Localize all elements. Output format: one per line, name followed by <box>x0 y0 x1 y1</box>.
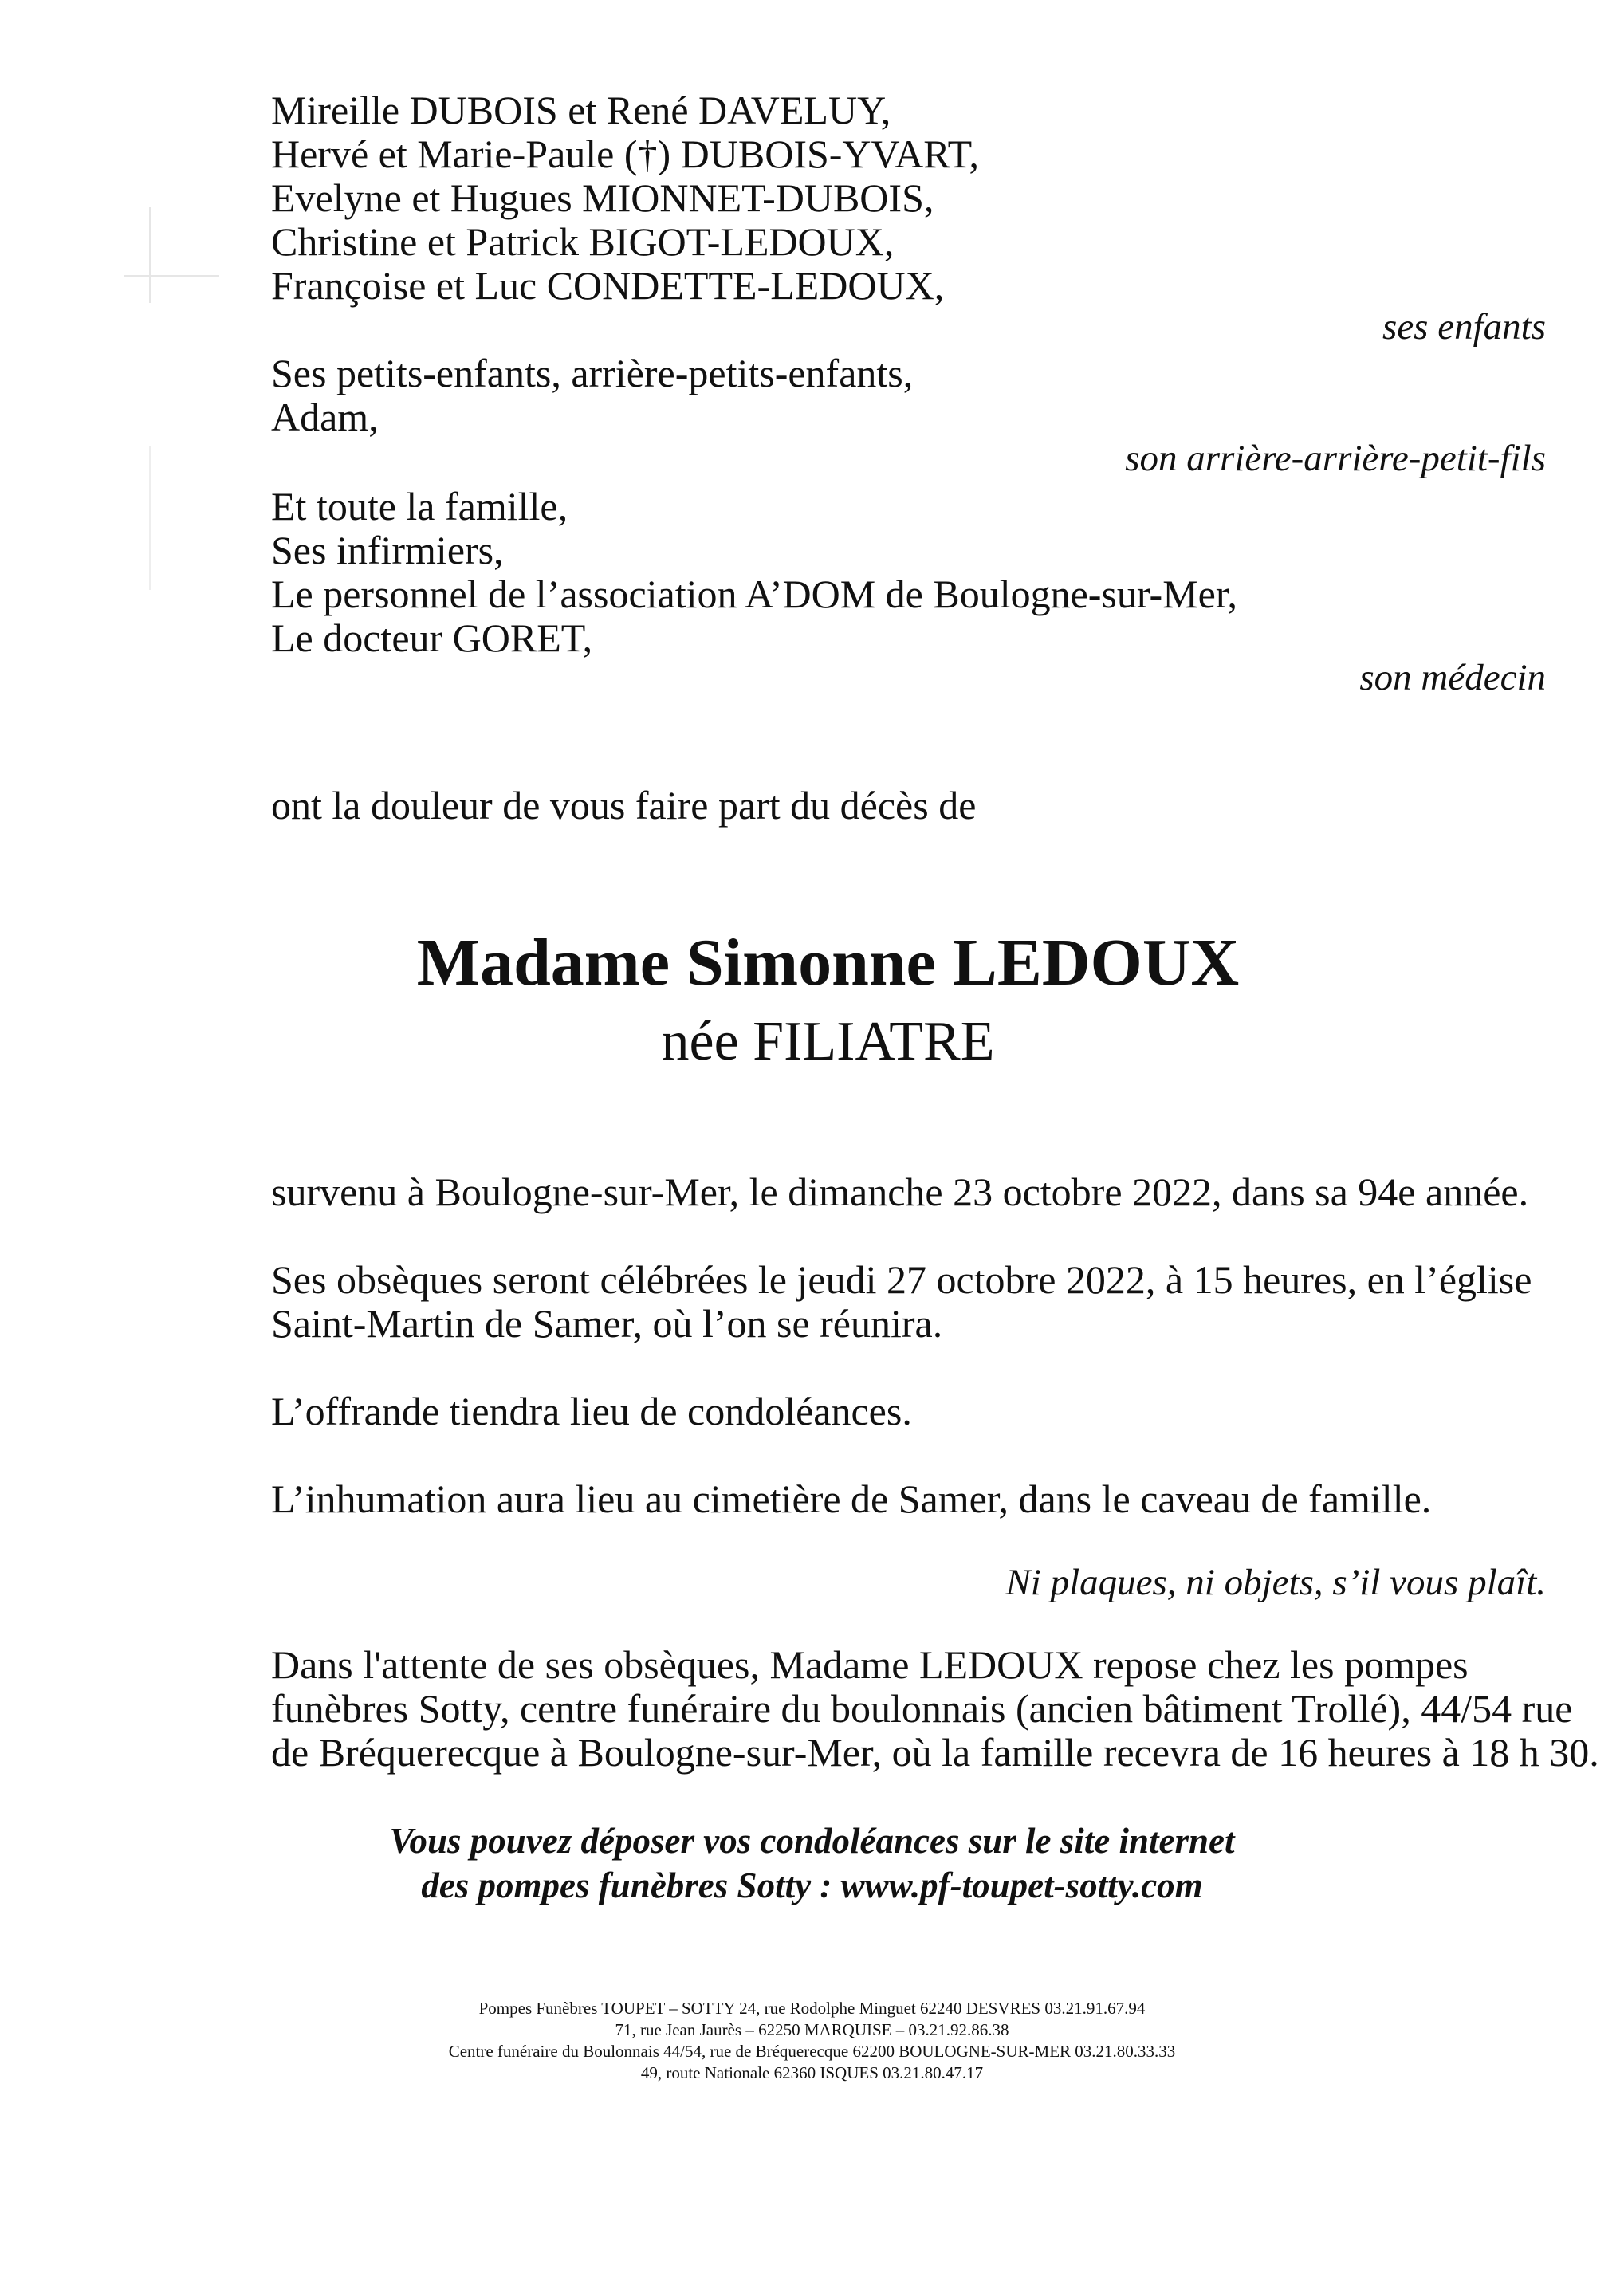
footer-line-3: Centre funéraire du Boulonnais 44/54, rue de Bréquerecque 62200 BOULOGNE-SUR-MER 03.21.80.33.33 <box>448 2042 1176 2061</box>
family-child-line-1: Mireille DUBOIS et René DAVELUY, <box>271 88 891 132</box>
great-great-grandson-role: son arrière-arrière-petit-fils <box>1125 438 1546 479</box>
grandchildren-line-1: Ses petits-enfants, arrière-petits-enfants, <box>271 351 914 395</box>
condolences-line-2: des pompes funèbres Sotty : www.pf-toupet-sotty.com <box>421 1866 1203 1905</box>
burial-text: L’inhumation aura lieu au cimetière de Samer, dans le caveau de famille. <box>271 1476 1432 1521</box>
no-plaques-text: Ni plaques, ni objets, s’il vous plaît. <box>1005 1562 1546 1603</box>
family-child-line-3: Evelyne et Hugues MIONNET-DUBOIS, <box>271 175 934 220</box>
doctor-role: son médecin <box>1359 657 1546 698</box>
others-line-3: Le personnel de l’association A’DOM de Boulogne-sur-Mer, <box>271 572 1237 616</box>
scan-mark-vertical <box>149 207 151 303</box>
others-line-1: Et toute la famille, <box>271 484 568 529</box>
scan-mark-horizontal <box>124 275 219 277</box>
footer-line-1: Pompes Funèbres TOUPET – SOTTY 24, rue Rodolphe Minguet 62240 DESVRES 03.21.91.67.94 <box>478 1999 1146 2018</box>
death-details: survenu à Boulogne-sur-Mer, le dimanche 23 octobre 2022, dans sa 94e année. <box>271 1170 1529 1214</box>
repose-line-1: Dans l'attente de ses obsèques, Madame LEDOUX repose chez les pompes <box>271 1642 1469 1687</box>
deceased-name: Madame Simonne LEDOUX <box>416 926 1240 1000</box>
condolences-line-1: Vous pouvez déposer vos condoléances sur le site internet <box>389 1821 1235 1861</box>
others-line-4: Le docteur GORET, <box>271 615 593 660</box>
grandchildren-line-2: Adam, <box>271 395 379 439</box>
family-child-line-4: Christine et Patrick BIGOT-LEDOUX, <box>271 219 895 264</box>
others-line-2: Ses infirmiers, <box>271 528 504 572</box>
funeral-line-2: Saint-Martin de Samer, où l’on se réunira. <box>271 1301 943 1346</box>
family-child-line-2: Hervé et Marie-Paule (†) DUBOIS-YVART, <box>271 132 979 176</box>
funeral-line-1: Ses obsèques seront célébrées le jeudi 27 octobre 2022, à 15 heures, en l’église <box>271 1257 1532 1302</box>
announcement-text: ont la douleur de vous faire part du décès de <box>271 783 977 828</box>
repose-line-2: funèbres Sotty, centre funéraire du boulonnais (ancien bâtiment Trollé), 44/54 rue <box>271 1686 1573 1731</box>
deceased-maiden-name: née FILIATRE <box>661 1011 995 1072</box>
scan-mark-vertical-lower <box>149 446 151 590</box>
children-role: ses enfants <box>1382 306 1546 348</box>
footer-line-2: 71, rue Jean Jaurès – 62250 MARQUISE – 03.21.92.86.38 <box>615 2020 1009 2039</box>
family-child-line-5: Françoise et Luc CONDETTE-LEDOUX, <box>271 263 945 308</box>
footer-line-4: 49, route Nationale 62360 ISQUES 03.21.80.47.17 <box>640 2063 984 2082</box>
offering-text: L’offrande tiendra lieu de condoléances. <box>271 1389 912 1433</box>
repose-line-3: de Bréquerecque à Boulogne-sur-Mer, où la famille recevra de 16 heures à 18 h 30. <box>271 1730 1599 1775</box>
